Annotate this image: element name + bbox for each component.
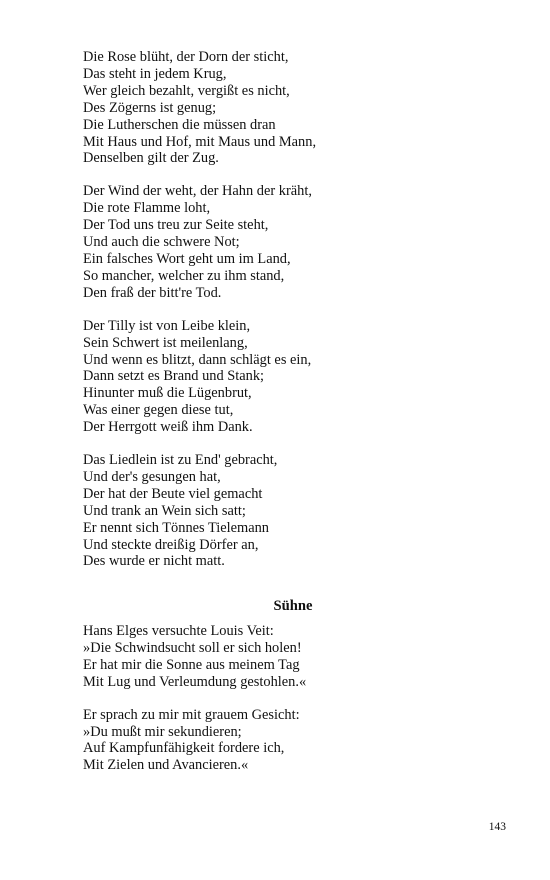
verse-line: Der Tilly ist von Leibe klein, xyxy=(83,317,251,334)
stanza xyxy=(83,452,483,570)
verse-line: Das Liedlein ist zu End' gebracht, xyxy=(83,452,278,469)
stanza xyxy=(83,183,483,301)
stanza xyxy=(83,623,483,691)
verse-line: Und steckte dreißig Dörfer an, xyxy=(83,536,259,553)
verse-line: Der hat der Beute viel gemacht xyxy=(83,485,263,502)
verse-line: »Die Schwindsucht soll er sich holen! xyxy=(83,639,302,656)
poem-suehne xyxy=(83,623,483,790)
page-number: 143 xyxy=(488,821,506,833)
verse-line: Er hat mir die Sonne aus meinem Tag xyxy=(83,656,300,673)
verse-line: Sein Schwert ist meilenlang, xyxy=(83,334,248,351)
verse-line: Wer gleich bezahlt, vergißt es nicht, xyxy=(83,82,290,99)
verse-line: Und wenn es blitzt, dann schlägt es ein, xyxy=(83,351,312,368)
verse-line: Die rote Flamme loht, xyxy=(83,200,211,217)
verse-line: Und auch die schwere Not; xyxy=(83,234,240,251)
verse-line: Was einer gegen diese tut, xyxy=(83,402,234,419)
verse-line: Und trank an Wein sich satt; xyxy=(83,502,246,519)
verse-line: Mit Lug und Verleumdung gestohlen.« xyxy=(83,673,307,690)
verse-line: Hans Elges versuchte Louis Veit: xyxy=(83,623,274,639)
verse-line: Hinunter muß die Lügenbrut, xyxy=(83,385,252,402)
verse-line: So mancher, welcher zu ihm stand, xyxy=(83,267,285,284)
poem-continued xyxy=(83,49,483,570)
verse-line: Das steht in jedem Krug, xyxy=(83,65,227,82)
verse-line: Ein falsches Wort geht um im Land, xyxy=(83,250,291,267)
verse-line: Die Lutherschen die müssen dran xyxy=(83,116,276,133)
stanza xyxy=(83,318,483,436)
verse-line: Die Rose blüht, der Dorn der sticht, xyxy=(83,49,289,65)
page-content xyxy=(83,49,483,774)
verse-line: Auf Kampfunfähigkeit fordere ich, xyxy=(83,740,285,757)
verse-line: Er sprach zu mir mit grauem Gesicht: xyxy=(83,706,300,723)
verse-line: Dann setzt es Brand und Stank; xyxy=(83,368,265,385)
verse-line: Den fraß der bitt're Tod. xyxy=(83,284,222,301)
poem-title: Sühne xyxy=(273,598,313,614)
verse-line: Er nennt sich Tönnes Tielemann xyxy=(83,519,269,536)
verse-line: Mit Haus und Hof, mit Maus und Mann, xyxy=(83,133,317,150)
verse-line: »Du mußt mir sekundieren; xyxy=(83,723,242,740)
verse-line: Des Zögerns ist genug; xyxy=(83,99,217,116)
stanza xyxy=(83,707,483,775)
verse-line: Der Tod uns treu zur Seite steht, xyxy=(83,217,269,234)
verse-line: Denselben gilt der Zug. xyxy=(83,150,219,167)
verse-line: Der Wind der weht, der Hahn der kräht, xyxy=(83,183,312,200)
verse-line: Der Herrgott weiß ihm Dank. xyxy=(83,419,253,436)
verse-line: Des wurde er nicht matt. xyxy=(83,553,225,570)
verse-line: Mit Zielen und Avancieren.« xyxy=(83,757,249,774)
stanza xyxy=(83,49,483,167)
verse-line: Und der's gesungen hat, xyxy=(83,468,221,485)
